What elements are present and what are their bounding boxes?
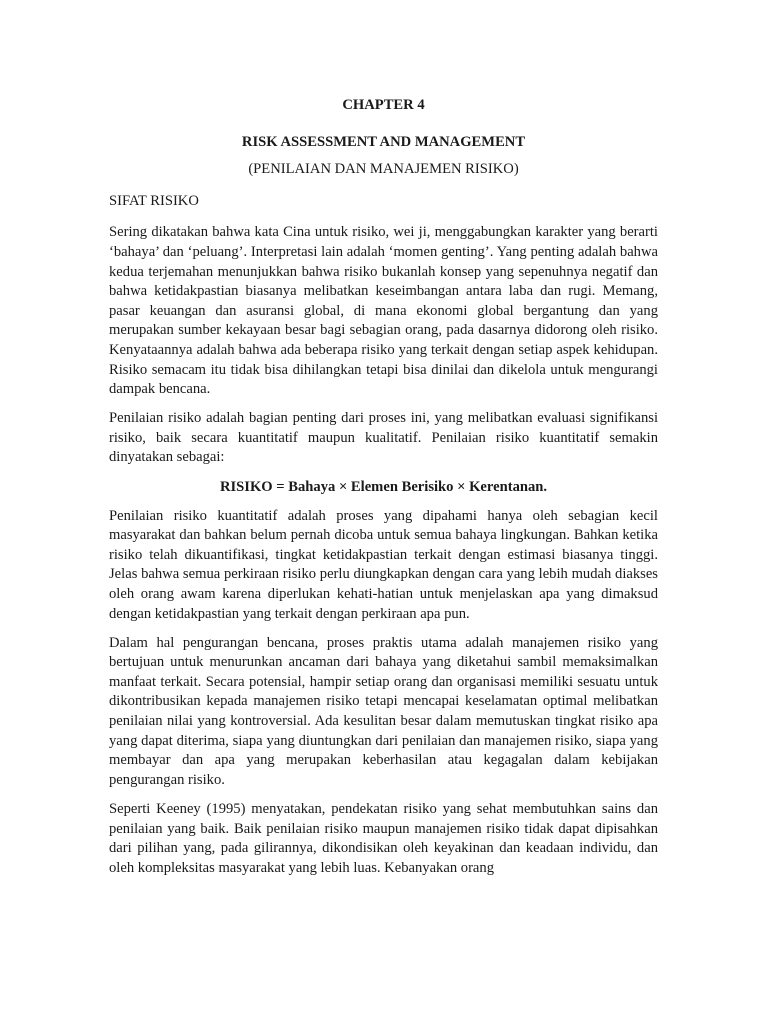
section-heading: SIFAT RISIKO <box>109 192 199 209</box>
paragraph-4: Dalam hal pengurangan bencana, proses praktis utama adalah manajemen risiko yang bertujuan untuk menurunkan ancaman dari bahaya yang diketahui sambil memaksimalkan manfaat terkait. Secara potensial, hampir setiap orang dan organisasi memiliki sesuatu untuk dikontribusikan kepada manajemen risiko tetapi mencapai keselamatan optimal melibatkan penilaian nilai yang kontroversial. Ada kesulitan besar dalam memutuskan tingkat risiko apa yang dapat diterima, siapa yang diuntungkan dari penilaian dan manajemen risiko, siapa yang membayar dan apa yang merupakan keberhasilan atau kegagalan dalam kebijakan pengurangan risiko. <box>109 634 658 788</box>
document-page <box>109 96 658 888</box>
chapter-label: CHAPTER 4 <box>342 97 425 113</box>
chapter-title: RISK ASSESSMENT AND MANAGEMENT <box>241 133 526 150</box>
chapter-subtitle: (PENILAIAN DAN MANAJEMEN RISIKO) <box>248 161 519 178</box>
paragraph-3: Penilaian risiko kuantitatif adalah proses yang dipahami hanya oleh sebagian kecil masyarakat dan bahkan belum pernah dicoba untuk semua bahaya lingkungan. Bahkan ketika risiko telah dikuantifikasi, tingkat ketidakpastian terkait dengan estimasi biasanya tinggi. Jelas bahwa semua perkiraan risiko perlu diungkapkan dengan cara yang lebih mudah diakses oleh orang awam karena diperlukan kehati-hatian untuk menjelaskan apa yang dimaksud dengan ketidakpastian yang terkait dengan perkiraan apa pun. <box>109 507 658 622</box>
paragraph-5: Seperti Keeney (1995) menyatakan, pendekatan risiko yang sehat membutuhkan sains dan penilaian yang baik. Baik penilaian risiko maupun manajemen risiko tidak dapat dipisahkan dari pilihan yang, pada gilirannya, dikondisikan oleh keyakinan dan keadaan individu, dan oleh kompleksitas masyarakat yang lebih luas. Kebanyakan orang <box>109 800 658 876</box>
paragraph-2: Penilaian risiko adalah bagian penting dari proses ini, yang melibatkan evaluasi signifikansi risiko, baik secara kuantitatif maupun kualitatif. Penilaian risiko kuantitatif semakin dinyatakan sebagai: <box>109 410 658 466</box>
paragraph-1: Sering dikatakan bahwa kata Cina untuk risiko, wei ji, menggabungkan karakter yang berarti ‘bahaya’ dan ‘peluang’. Interpretasi lain adalah ‘momen genting’. Yang penting adalah bahwa kedua terjemahan menunjukkan bahwa risiko bukanlah konsep yang sepenuhnya negatif dan bahwa ketidakpastian biasanya melibatkan keseimbangan antara laba dan rugi. Memang, pasar keuangan dan asuransi global, di mana ekonomi global bergantung dan yang merupakan sumber kekayaan besar bagi sebagian orang, pada dasarnya didorong oleh risiko. Kenyataannya adalah bahwa ada beberapa risiko yang terkait dengan setiap aspek kehidupan. Risiko semacam itu tidak bisa dihilangkan tetapi bisa dinilai dan dikelola untuk mengurangi dampak bencana. <box>109 224 658 398</box>
risk-formula: RISIKO = Bahaya × Elemen Berisiko × Kerentanan. <box>219 478 548 495</box>
